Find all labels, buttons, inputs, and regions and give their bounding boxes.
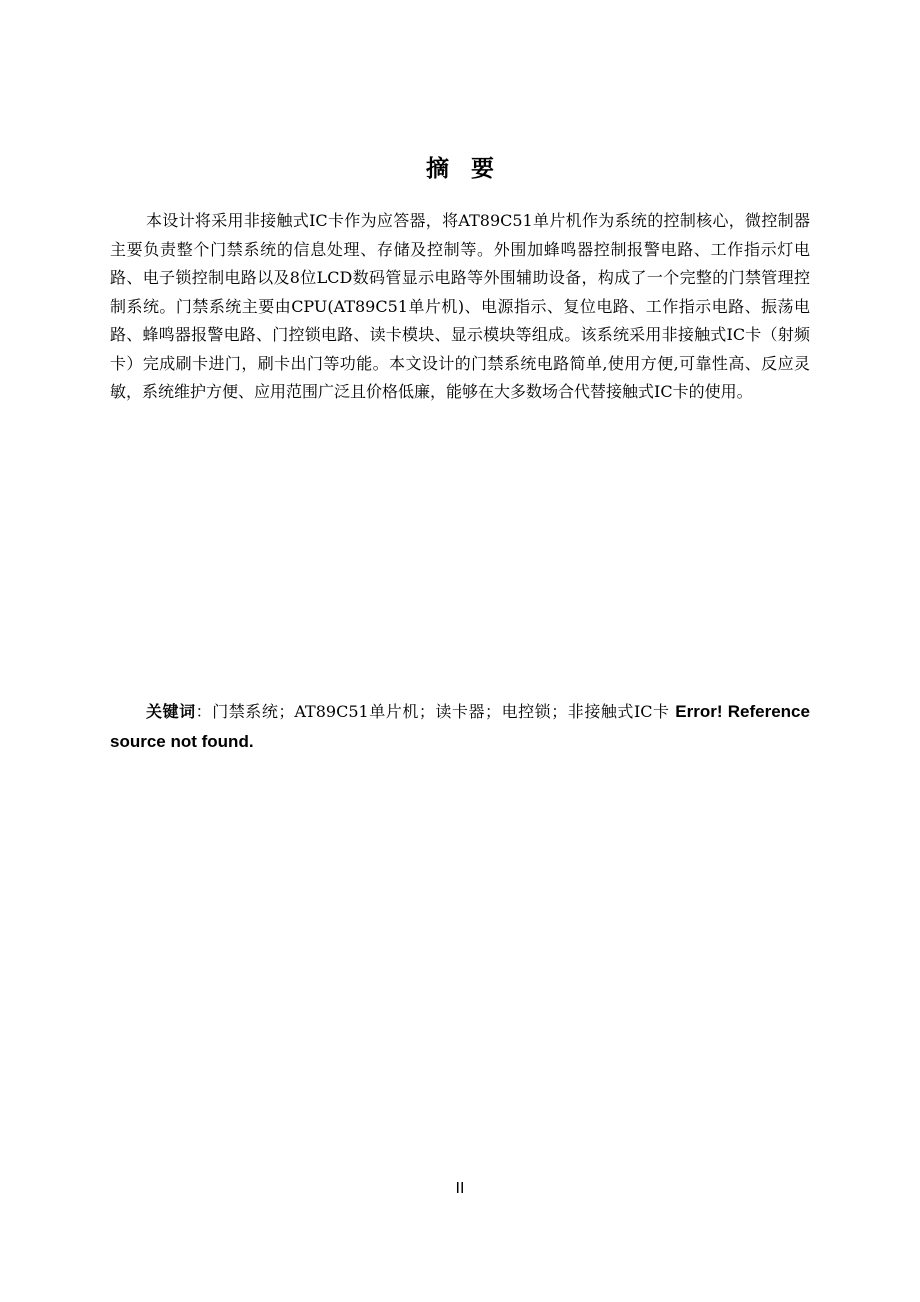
keywords-label: 关键词 [146, 702, 196, 721]
keywords-list: 门禁系统；AT89C51单片机；读卡器；电控锁；非接触式IC卡 [212, 702, 670, 721]
reference-error: Error! Reference source not found. [110, 702, 810, 751]
keywords-paragraph [110, 697, 810, 757]
page-title: 摘要 [426, 156, 516, 182]
abstract-paragraph: 本设计将采用非接触式IC卡作为应答器，将AT89C51单片机作为系统的控制核心，微控制器主要负责整个门禁系统的信息处理、存储及控制等。外围加蜂鸣器控制报警电路、工作指示灯电路、电子锁控制电路以及8位LCD数码管显示电路等外围辅助设备，构成了一个完整的门禁管理控制系统。门禁系统主要由CPU(AT89C51单片机)、电源指示、复位电路、工作指示电路、振荡电路、蜂鸣器报警电路、门控锁电路、读卡模块、显示模块等组成。该系统采用非接触式IC卡（射频卡）完成刷卡进门，刷卡出门等功能。本文设计的门禁系统电路简单,使用方便,可靠性高、反应灵敏，系统维护方便、应用范围广泛且价格低廉，能够在大多数场合代替接触式IC卡的使用。 [110, 211, 810, 401]
page-number: II [455, 1180, 465, 1197]
keywords-separator: ： [195, 702, 213, 721]
